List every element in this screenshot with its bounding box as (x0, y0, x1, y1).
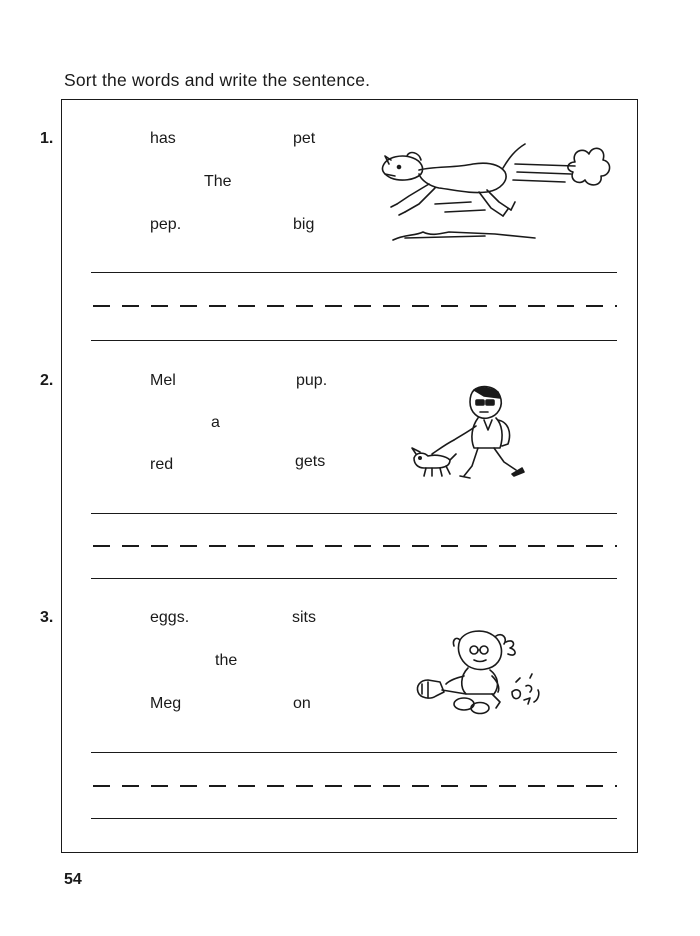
writing-line-top (91, 513, 617, 514)
word-tile: pet (293, 130, 316, 147)
exercise-number: 3. (40, 609, 54, 626)
writing-line-top (91, 272, 617, 273)
word-tile: pep. (150, 216, 182, 233)
word-tile: the (215, 652, 238, 669)
word-tile: has (150, 130, 176, 147)
word-tile: red (150, 456, 174, 473)
girl-sitting-on-eggs-icon (404, 628, 550, 720)
word-tile: Meg (150, 695, 182, 712)
word-tile: a (211, 414, 220, 431)
word-tile: Mel (150, 372, 176, 389)
writing-line-bottom (91, 340, 617, 341)
exercise-number: 2. (40, 372, 54, 389)
page-number: 54 (64, 871, 82, 888)
writing-line-bottom (91, 818, 617, 819)
word-tile: sits (292, 609, 316, 626)
word-tile: on (293, 695, 311, 712)
word-tile: The (204, 173, 232, 190)
word-tile: pup. (296, 372, 328, 389)
exercise-number: 1. (40, 130, 54, 147)
writing-line-dashed (93, 545, 617, 547)
word-tile: eggs. (150, 609, 190, 626)
word-tile: gets (295, 453, 326, 470)
instruction-text: Sort the words and write the sentence. (64, 70, 371, 90)
writing-line-dashed (93, 305, 617, 307)
boy-walking-dog-icon (408, 382, 528, 484)
word-tile: big (293, 216, 315, 233)
writing-line-bottom (91, 578, 617, 579)
writing-line-dashed (93, 785, 617, 787)
writing-line-top (91, 752, 617, 753)
running-dog-icon (375, 134, 615, 244)
